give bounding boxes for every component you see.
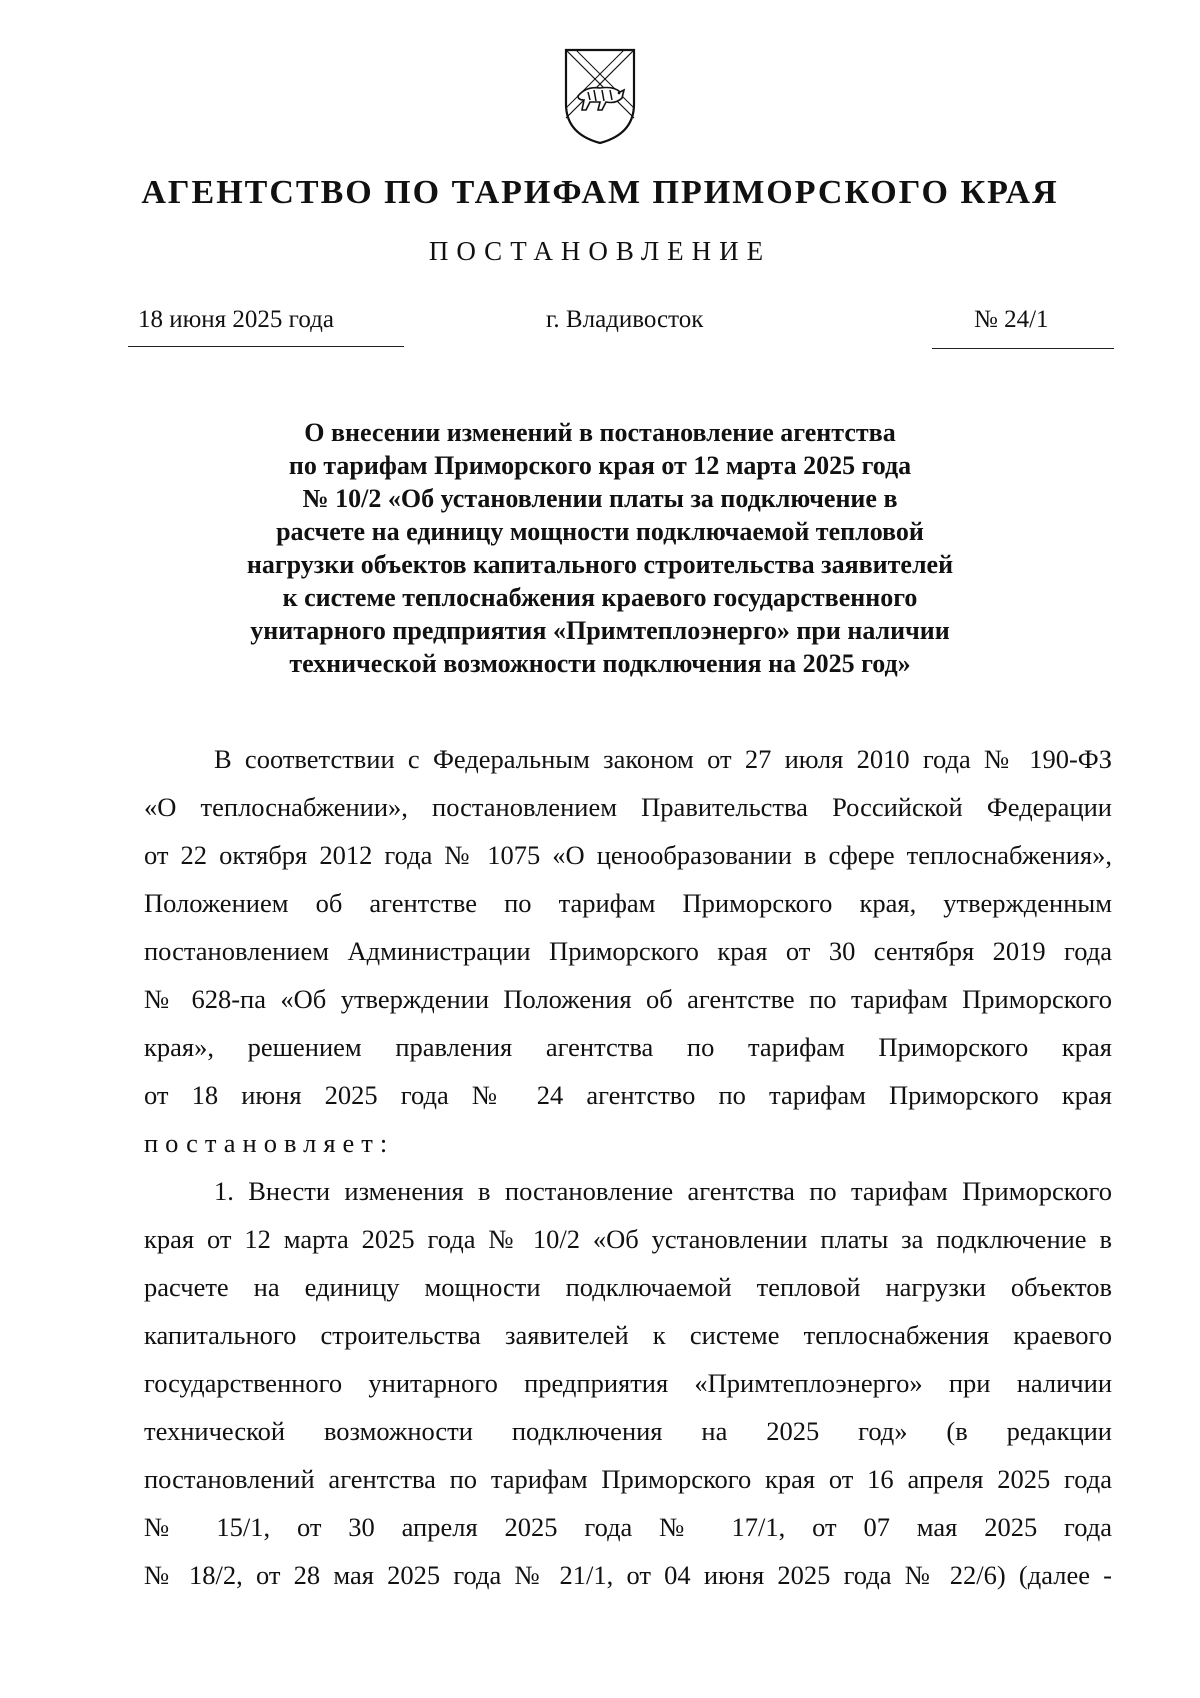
title-line: технической возможности подключения на 2025 год» xyxy=(289,649,911,678)
title-line: нагрузки объектов капитального строительства заявителей xyxy=(246,550,954,579)
clause-line: № 18/2, от 28 мая 2025 года № 21/1, от 04 июня 2025 года № 22/6) (далее - xyxy=(144,1560,1112,1590)
number-underline xyxy=(932,348,1114,349)
clause-line: 1. Внести изменения в постановление агентства по тарифам Приморского xyxy=(214,1176,1112,1206)
preamble-paragraph xyxy=(144,735,1112,1167)
document-date: 18 июня 2025 года xyxy=(138,306,334,333)
clause-line: государственного унитарного предприятия «Примтеплоэнерго» при наличии xyxy=(144,1368,1112,1398)
document-title xyxy=(150,416,1050,680)
clause-line: № 15/1, от 30 апреля 2025 года № 17/1, от 07 мая 2025 года xyxy=(144,1512,1112,1542)
preamble-line: В соответствии с Федеральным законом от 27 июля 2010 года № 190-ФЗ xyxy=(214,744,1112,774)
title-line: унитарного предприятия «Примтеплоэнерго» при наличии xyxy=(250,616,950,645)
document-city: г. Владивосток xyxy=(546,306,704,333)
clause-line: постановлений агентства по тарифам Приморского края от 16 апреля 2025 года xyxy=(144,1464,1112,1494)
clause-1-paragraph xyxy=(144,1167,1112,1599)
preamble-line: от 18 июня 2025 года № 24 агентство по тарифам Приморского края xyxy=(144,1080,1112,1110)
coat-of-arms-emblem xyxy=(562,46,638,146)
preamble-line: № 628-па «Об утверждении Положения об агентстве по тарифам Приморского xyxy=(144,984,1112,1014)
date-underline xyxy=(128,346,404,347)
clause-line: края от 12 марта 2025 года № 10/2 «Об установлении платы за подключение в xyxy=(144,1224,1112,1254)
title-line: О внесении изменений в постановление агентства xyxy=(304,418,896,447)
document-number: № 24/1 xyxy=(974,306,1049,333)
title-line: расчете на единицу мощности подключаемой тепловой xyxy=(276,517,924,546)
preamble-line: «О теплоснабжении», постановлением Правительства Российской Федерации xyxy=(144,792,1112,822)
preamble-line: постановлением Администрации Приморского края от 30 сентября 2019 года xyxy=(144,936,1112,966)
preamble-line: от 22 октября 2012 года № 1075 «О ценообразовании в сфере теплоснабжения», xyxy=(144,840,1112,870)
preamble-line: Положением об агентстве по тарифам Приморского края, утвержденным xyxy=(144,888,1112,918)
clause-line: расчете на единицу мощности подключаемой тепловой нагрузки объектов xyxy=(144,1272,1112,1302)
title-line: № 10/2 «Об установлении платы за подключение в xyxy=(302,484,898,513)
title-line: по тарифам Приморского края от 12 марта 2025 года xyxy=(288,451,912,480)
clause-line: технической возможности подключения на 2025 год» (в редакции xyxy=(144,1416,1112,1446)
preamble-line: края», решением правления агентства по тарифам Приморского края xyxy=(144,1032,1112,1062)
title-line: к системе теплоснабжения краевого государственного xyxy=(282,583,918,612)
resolves-word: постановляет: xyxy=(144,1128,395,1158)
clause-line: капитального строительства заявителей к системе теплоснабжения краевого xyxy=(144,1320,1112,1350)
document-type: ПОСТАНОВЛЕНИЕ xyxy=(428,236,772,266)
agency-name: АГЕНТСТВО ПО ТАРИФАМ ПРИМОРСКОГО КРАЯ xyxy=(141,174,1059,211)
